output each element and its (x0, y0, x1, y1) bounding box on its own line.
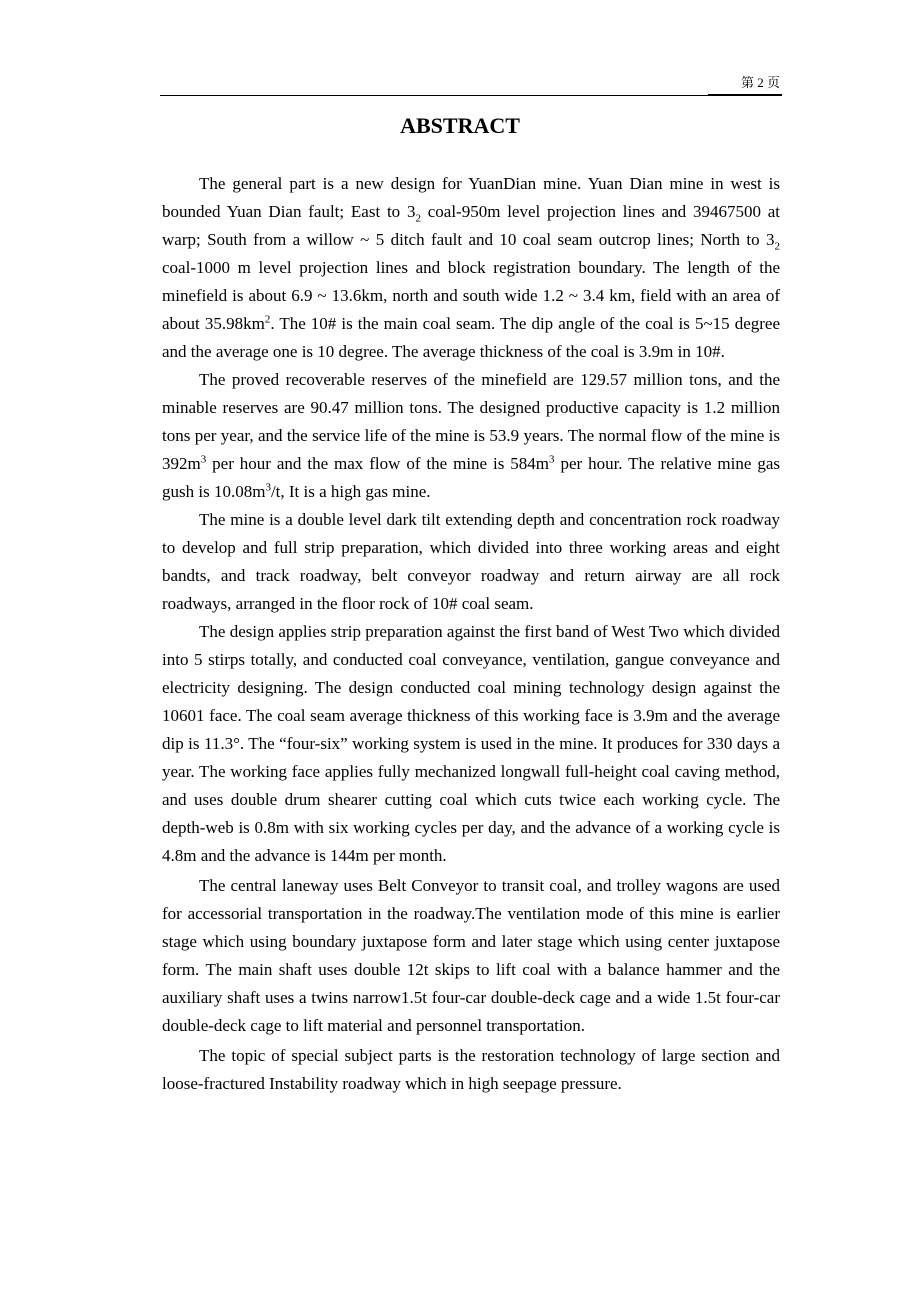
header-rule-accent (708, 94, 782, 96)
paragraph-development: The mine is a double level dark tilt extending depth and concentration rock roadway to develop and full strip preparation, which divided into three working areas and eight bandts, and track roadway, belt conveyor roadway and return airway are all rock roadways, arranged in the floor rock of 10# coal seam. (162, 510, 780, 613)
paragraph-transportation: The central laneway uses Belt Conveyor to transit coal, and trolley wagons are used for accessorial transportation in the roadway.The ventilation mode of this mine is earlier stage which using boundary juxtapose form and later stage which using center juxtapose form. The main shaft uses double 12t skips to lift coal with a balance hammer and the auxiliary shaft uses a twins narrow1.5t four-car double-deck cage and a wide 1.5t four-car double-deck cage to lift material and personnel transportation. (162, 876, 780, 1035)
header-rule (160, 95, 782, 96)
page-number: 第 2 页 (740, 75, 780, 90)
abstract-body (162, 170, 780, 1098)
paragraph-special-topic: The topic of special subject parts is the restoration technology of large section and loose-fractured Instability roadway which in high seepage pressure. (162, 1046, 780, 1093)
paragraph-mining-technology: The design applies strip preparation against the first band of West Two which divided into 5 stirps totally, and conducted coal conveyance, ventilation, gangue conveyance and electricity designing. The design conducted coal mining technology design against the 10601 face. The coal seam average thickness of this working face is 3.9m and the average dip is 11.3°. The “four-six” working system is used in the mine. It produces for 330 days a year. The working face applies fully mechanized longwall full-height coal caving method, and uses double drum shearer cutting coal which cuts twice each working cycle. The depth-web is 0.8m with six working cycles per day, and the advance of a working cycle is 4.8m and the advance is 144m per month. (162, 622, 780, 865)
paragraph-location: The general part is a new design for YuanDian mine. Yuan Dian mine in west is bounded Yuan Dian fault; East to $3_2$ coal-950m level projection lines and 39467500 at warp; South from a willow ~ 5 ditch fault and 10 coal seam outcrop lines; North to $3_2$ coal-1000 m level projection lines and block registration boundary. The length of the minefield is about 6.9 ~ 13.6km, north and south wide 1.2 ~ 3.4 km, field with an area of about $35.98km^2$. The 10# is the main coal seam. The dip angle of the coal is 5~15 degree and the average one is 10 degree. The average thickness of the coal is 3.9m in 10#. (162, 174, 780, 361)
paragraph-reserves: The proved recoverable reserves of the minefield are 129.57 million tons, and the minable reserves are 90.47 million tons. The designed productive capacity is 1.2 million tons per year, and the service life of the mine is 53.9 years. The normal flow of the mine is $392m^3$ per hour and the max flow of the mine is $584m^3$ per hour. The relative mine gas gush is $10.08m^3/t$, It is a high gas mine. (162, 370, 780, 501)
abstract-title: ABSTRACT (400, 113, 520, 138)
